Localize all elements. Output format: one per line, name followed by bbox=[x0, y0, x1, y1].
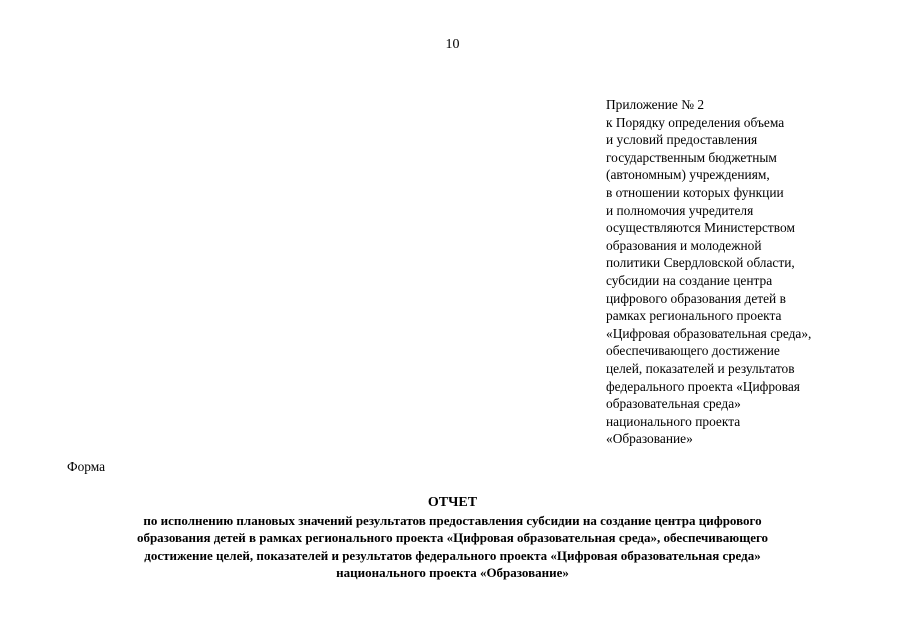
appendix-line: «Образование» bbox=[606, 431, 693, 447]
appendix-line: к Порядку определения объема bbox=[606, 114, 785, 130]
appendix-line: субсидии на создание центра bbox=[606, 272, 773, 288]
appendix-line: федерального проекта «Цифровая bbox=[606, 378, 800, 394]
appendix-line: цифрового образования детей в bbox=[606, 290, 786, 306]
report-subtitle-line: по исполнению плановых значений результатов предоставления субсидии на создание центра цифрового bbox=[143, 513, 762, 528]
report-subtitle-line: образования детей в рамках регионального проекта «Цифровая образовательная среда», обеспечивающего bbox=[136, 530, 769, 546]
appendix-line: политики Свердловской области, bbox=[606, 255, 795, 271]
appendix-block bbox=[606, 96, 896, 448]
appendix-line: образовательная среда» bbox=[606, 396, 741, 412]
appendix-line: в отношении которых функции bbox=[606, 184, 784, 200]
report-heading bbox=[60, 494, 845, 581]
appendix-line: национального проекта bbox=[606, 413, 741, 429]
report-title: ОТЧЕТ bbox=[427, 495, 478, 510]
page-number: 10 bbox=[445, 37, 460, 52]
appendix-line: обеспечивающего достижение bbox=[606, 343, 780, 359]
appendix-line: образования и молодежной bbox=[606, 237, 762, 253]
appendix-line: государственным бюджетным bbox=[606, 149, 777, 165]
appendix-line: целей, показателей и результатов bbox=[606, 360, 795, 376]
appendix-line: рамках регионального проекта bbox=[606, 308, 782, 324]
report-subtitle-line: достижение целей, показателей и результатов федерального проекта «Цифровая образовательная среда» bbox=[144, 547, 761, 563]
report-subtitle-line: национального проекта «Образование» bbox=[336, 564, 569, 580]
appendix-line: Приложение № 2 bbox=[606, 97, 705, 112]
appendix-line: и условий предоставления bbox=[606, 132, 758, 148]
form-label: Форма bbox=[67, 459, 106, 474]
appendix-line: и полномочия учредителя bbox=[606, 202, 754, 218]
appendix-line: (автономным) учреждениям, bbox=[606, 167, 770, 183]
appendix-line: осуществляются Министерством bbox=[606, 220, 795, 236]
appendix-line: «Цифровая образовательная среда», bbox=[606, 325, 812, 341]
